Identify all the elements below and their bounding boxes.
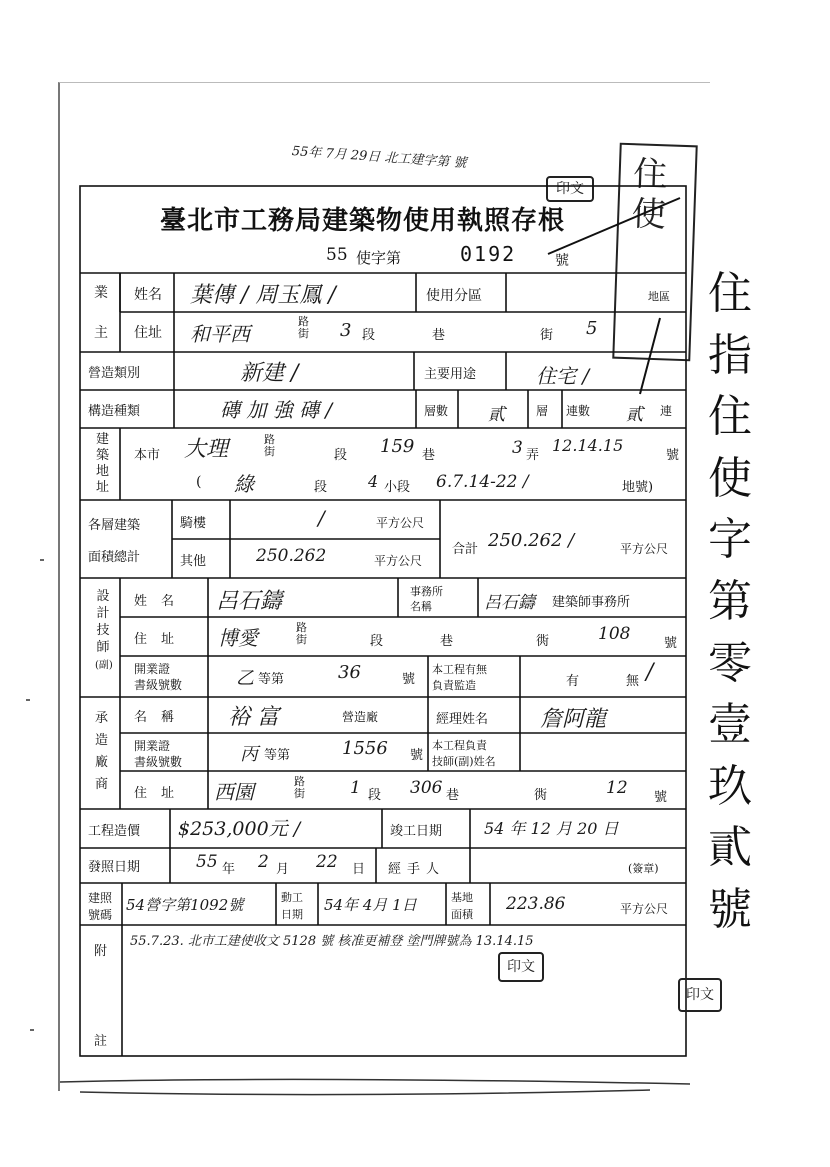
side-char-3: 住 [708, 391, 752, 443]
site-parcel-label: 地號) [622, 480, 654, 495]
remarks-seal-stamp: 印文 [498, 952, 544, 982]
site-district-label: 段 [314, 480, 328, 495]
designer-number-label: 號 [664, 636, 678, 651]
site-subsection-label: 小段 [384, 480, 411, 495]
remarks-note: 55.7.23. 北市工建使收文 5128 號 核准更補登 塗門牌號為 13.14.15 [130, 934, 534, 949]
supervision-no: 無 [626, 674, 640, 689]
building-permit-value: 54營字第1092號 [126, 896, 244, 914]
contractor-section-label: 段 [368, 788, 382, 803]
floors-unit: 層 [536, 404, 549, 418]
construction-type-value: 新建 / [240, 361, 299, 386]
zone-suffix: 地區 [648, 290, 670, 303]
contractor-manager-label: 經理姓名 [436, 712, 489, 727]
designer-license-number: 36 [338, 662, 361, 683]
owner-name-label: 姓名 [134, 287, 162, 303]
contractor-lane-label: 巷 [446, 788, 460, 803]
owner-section-label: 段 [362, 328, 376, 343]
contractor-license-mid: 等第 [264, 748, 291, 763]
side-char-5: 字 [708, 514, 752, 566]
contractor-factory-label: 營造廠 [342, 710, 379, 724]
owner-section-value: 3 [340, 320, 352, 341]
owner-row-label-1: 業 [94, 285, 108, 301]
site-alley-value: 3 [512, 438, 523, 458]
other-area-unit: 平方公尺 [374, 554, 423, 568]
contractor-address-label: 住址 [134, 786, 189, 801]
owner-street-label: 街 [540, 328, 554, 343]
site-subsection-value: 4 [368, 472, 379, 491]
side-char-4: 使 [708, 452, 752, 504]
contractor-lane-value: 306 [410, 778, 443, 798]
site-label-1: 建 [96, 432, 110, 447]
main-use-value: 住宅 / [536, 364, 590, 388]
contractor-name-value: 裕 富 [228, 705, 279, 730]
contractor-label-3: 廠 [95, 755, 109, 770]
contractor-address-value: 西園 [214, 780, 254, 804]
completion-date-value: 54 年 12 月 20 日 [484, 819, 619, 838]
designer-label-3: 技 [96, 623, 110, 638]
office-label-2: 名稱 [410, 600, 432, 613]
designer-license-suffix: 號 [402, 672, 416, 687]
site-road-value: 大理 [184, 437, 229, 462]
other-area-label: 其他 [180, 554, 207, 569]
owner-number-value: 5 [586, 318, 598, 339]
site-label-3: 地 [96, 464, 110, 479]
issue-year-label: 年 [222, 862, 236, 877]
building-permit-label-2: 號碼 [88, 908, 113, 922]
start-label-1: 動工 [281, 891, 303, 904]
designer-label-5: (副) [95, 660, 113, 671]
site-district-value: 綠 [234, 472, 254, 496]
contractor-street-label: 衖 [534, 788, 548, 803]
site-label-4: 址 [96, 480, 110, 495]
engineer-label-1: 本工程負責 [432, 739, 487, 752]
side-char-10: 貳 [708, 822, 752, 874]
site-city: 本市 [134, 448, 161, 463]
handler-label: 經手人 [388, 862, 446, 877]
designer-lane-label: 巷 [440, 634, 454, 649]
engineer-label-2: 技師(副)姓名 [432, 755, 496, 768]
side-char-2: 指 [708, 329, 752, 381]
start-date-value: 54年 4月 1日 [324, 896, 417, 914]
supervision-yes: 有 [566, 674, 580, 689]
construction-type-label: 營造類別 [88, 366, 141, 381]
issue-day: 22 [316, 852, 338, 872]
other-area-value: 250.262 [256, 546, 327, 566]
contractor-manager-value: 詹阿龍 [540, 707, 607, 732]
site-parcel-value: 6.7.14-22 / [436, 472, 529, 492]
side-char-1: 住 [708, 268, 752, 319]
base-area-unit: 平方公尺 [620, 902, 669, 916]
building-permit-label-1: 建照 [88, 891, 113, 905]
side-char-11: 號 [708, 883, 752, 935]
contractor-label-2: 造 [95, 733, 109, 748]
contractor-license-label-1: 開業證 [134, 739, 171, 753]
contractor-number-label: 號 [654, 790, 668, 805]
owner-address-value: 和平西 [190, 322, 250, 346]
permit-prefix-label: 使字第 [356, 249, 402, 267]
cost-value: $253,000元 / [178, 818, 301, 840]
contractor-license-number: 1556 [342, 738, 388, 759]
floor-area-label-2: 面積總計 [88, 550, 141, 565]
issue-month-label: 月 [276, 862, 290, 877]
page-title: 臺北市工務局建築物使用執照存根 [160, 206, 566, 236]
designer-address-label: 住址 [134, 632, 189, 647]
floors-label: 層數 [424, 404, 449, 418]
designer-address-value: 博愛 [218, 626, 258, 650]
office-label-1: 事務所 [410, 585, 443, 598]
cost-label: 工程造價 [88, 824, 141, 839]
designer-name-label: 姓名 [134, 594, 189, 609]
designer-name-value: 呂石鑄 [216, 589, 283, 614]
side-char-7: 零 [708, 637, 752, 689]
top-handwritten-note: 55年 7月 29日 北工建字第 號 [291, 144, 467, 172]
structure-label: 構造種類 [88, 404, 141, 419]
designer-label-2: 計 [96, 606, 110, 621]
issue-month: 2 [258, 852, 269, 872]
contractor-label-4: 商 [95, 777, 109, 792]
contractor-label-1: 承 [95, 711, 109, 726]
contractor-road-label: 路街 [294, 775, 305, 800]
contractor-section-value: 1 [350, 778, 361, 798]
floors-value: 貳 [488, 405, 505, 425]
corner-stamp-text: 住使 [624, 154, 668, 237]
contractor-license-label-2: 書級號數 [134, 755, 183, 769]
supervision-mark: / [646, 660, 654, 685]
start-label-2: 日期 [281, 908, 303, 921]
designer-number-value: 108 [598, 624, 631, 644]
contractor-license-grade: 丙 [240, 744, 258, 765]
total-area-value: 250.262 / [488, 530, 575, 551]
sign-label: (簽章) [628, 862, 659, 875]
designer-section-label: 段 [370, 634, 384, 649]
side-char-6: 第 [708, 575, 752, 627]
site-lane-label: 巷 [422, 448, 436, 463]
zone-label: 使用分區 [426, 288, 482, 304]
site-section-label: 段 [334, 448, 348, 463]
issue-day-label: 日 [352, 862, 366, 877]
owner-road-label: 路街 [298, 315, 309, 340]
supervision-label-1: 本工程有無 [432, 663, 487, 676]
main-use-label: 主要用途 [424, 367, 477, 382]
permit-number-suffix: 號 [555, 253, 569, 269]
site-road-label: 路街 [264, 433, 275, 458]
designer-license-mid: 等第 [258, 672, 285, 687]
buildings-value: 貳 [626, 405, 643, 425]
floor-area-label-1: 各層建築 [88, 518, 141, 533]
total-area-unit: 平方公尺 [620, 542, 669, 556]
permit-prefix: 55 [326, 245, 348, 265]
office-value: 呂石鑄 [484, 593, 535, 613]
remarks-label-1: 附 [94, 944, 108, 959]
designer-street-label: 衖 [536, 634, 550, 649]
site-number-label: 號 [666, 448, 680, 463]
buildings-unit: 連 [660, 404, 673, 418]
top-seal-stamp: 印文 [546, 176, 594, 202]
arcade-label: 騎樓 [180, 516, 207, 531]
structure-value: 磚 加 強 磚 / [220, 398, 333, 422]
site-open-paren: ( [196, 474, 202, 490]
arcade-value: / [318, 506, 325, 530]
contractor-number-value: 12 [606, 778, 628, 798]
office-suffix: 建築師事務所 [552, 595, 631, 610]
supervision-label-2: 負責監造 [432, 679, 476, 692]
issue-year: 55 [196, 852, 218, 872]
owner-row-label-2: 主 [94, 325, 108, 341]
base-area-label-2: 面積 [451, 908, 473, 921]
permit-number: 0192 [460, 242, 517, 266]
designer-license-label-1: 開業證 [134, 662, 171, 676]
designer-road-label: 路街 [296, 621, 307, 646]
contractor-license-suffix: 號 [410, 748, 424, 763]
side-char-9: 玖 [708, 760, 752, 812]
completion-date-label: 竣工日期 [390, 824, 443, 839]
arcade-unit: 平方公尺 [376, 516, 425, 530]
total-area-label: 合計 [452, 542, 479, 557]
base-area-value: 223.86 [506, 894, 566, 914]
owner-address-label: 住址 [134, 325, 162, 341]
issue-date-label: 發照日期 [88, 860, 141, 875]
buildings-label: 連數 [566, 404, 591, 418]
owner-name-value: 葉傳 / 周玉鳳 / [190, 283, 336, 308]
right-seal-stamp: 印文 [678, 978, 722, 1012]
side-char-8: 壹 [708, 699, 752, 751]
base-area-label-1: 基地 [451, 891, 473, 904]
site-label-2: 築 [96, 448, 110, 463]
remarks-label-2: 註 [94, 1034, 108, 1049]
contractor-name-label: 名稱 [134, 710, 189, 725]
designer-license-grade: 乙 [236, 668, 254, 689]
designer-label-1: 設 [96, 589, 110, 604]
site-alley-label: 弄 [526, 448, 540, 463]
site-number-value: 12.14.15 [552, 436, 624, 455]
designer-label-4: 師 [96, 640, 110, 655]
site-lane-value: 159 [380, 436, 415, 457]
owner-lane-label: 巷 [432, 328, 446, 343]
designer-license-label-2: 書級號數 [134, 678, 183, 692]
